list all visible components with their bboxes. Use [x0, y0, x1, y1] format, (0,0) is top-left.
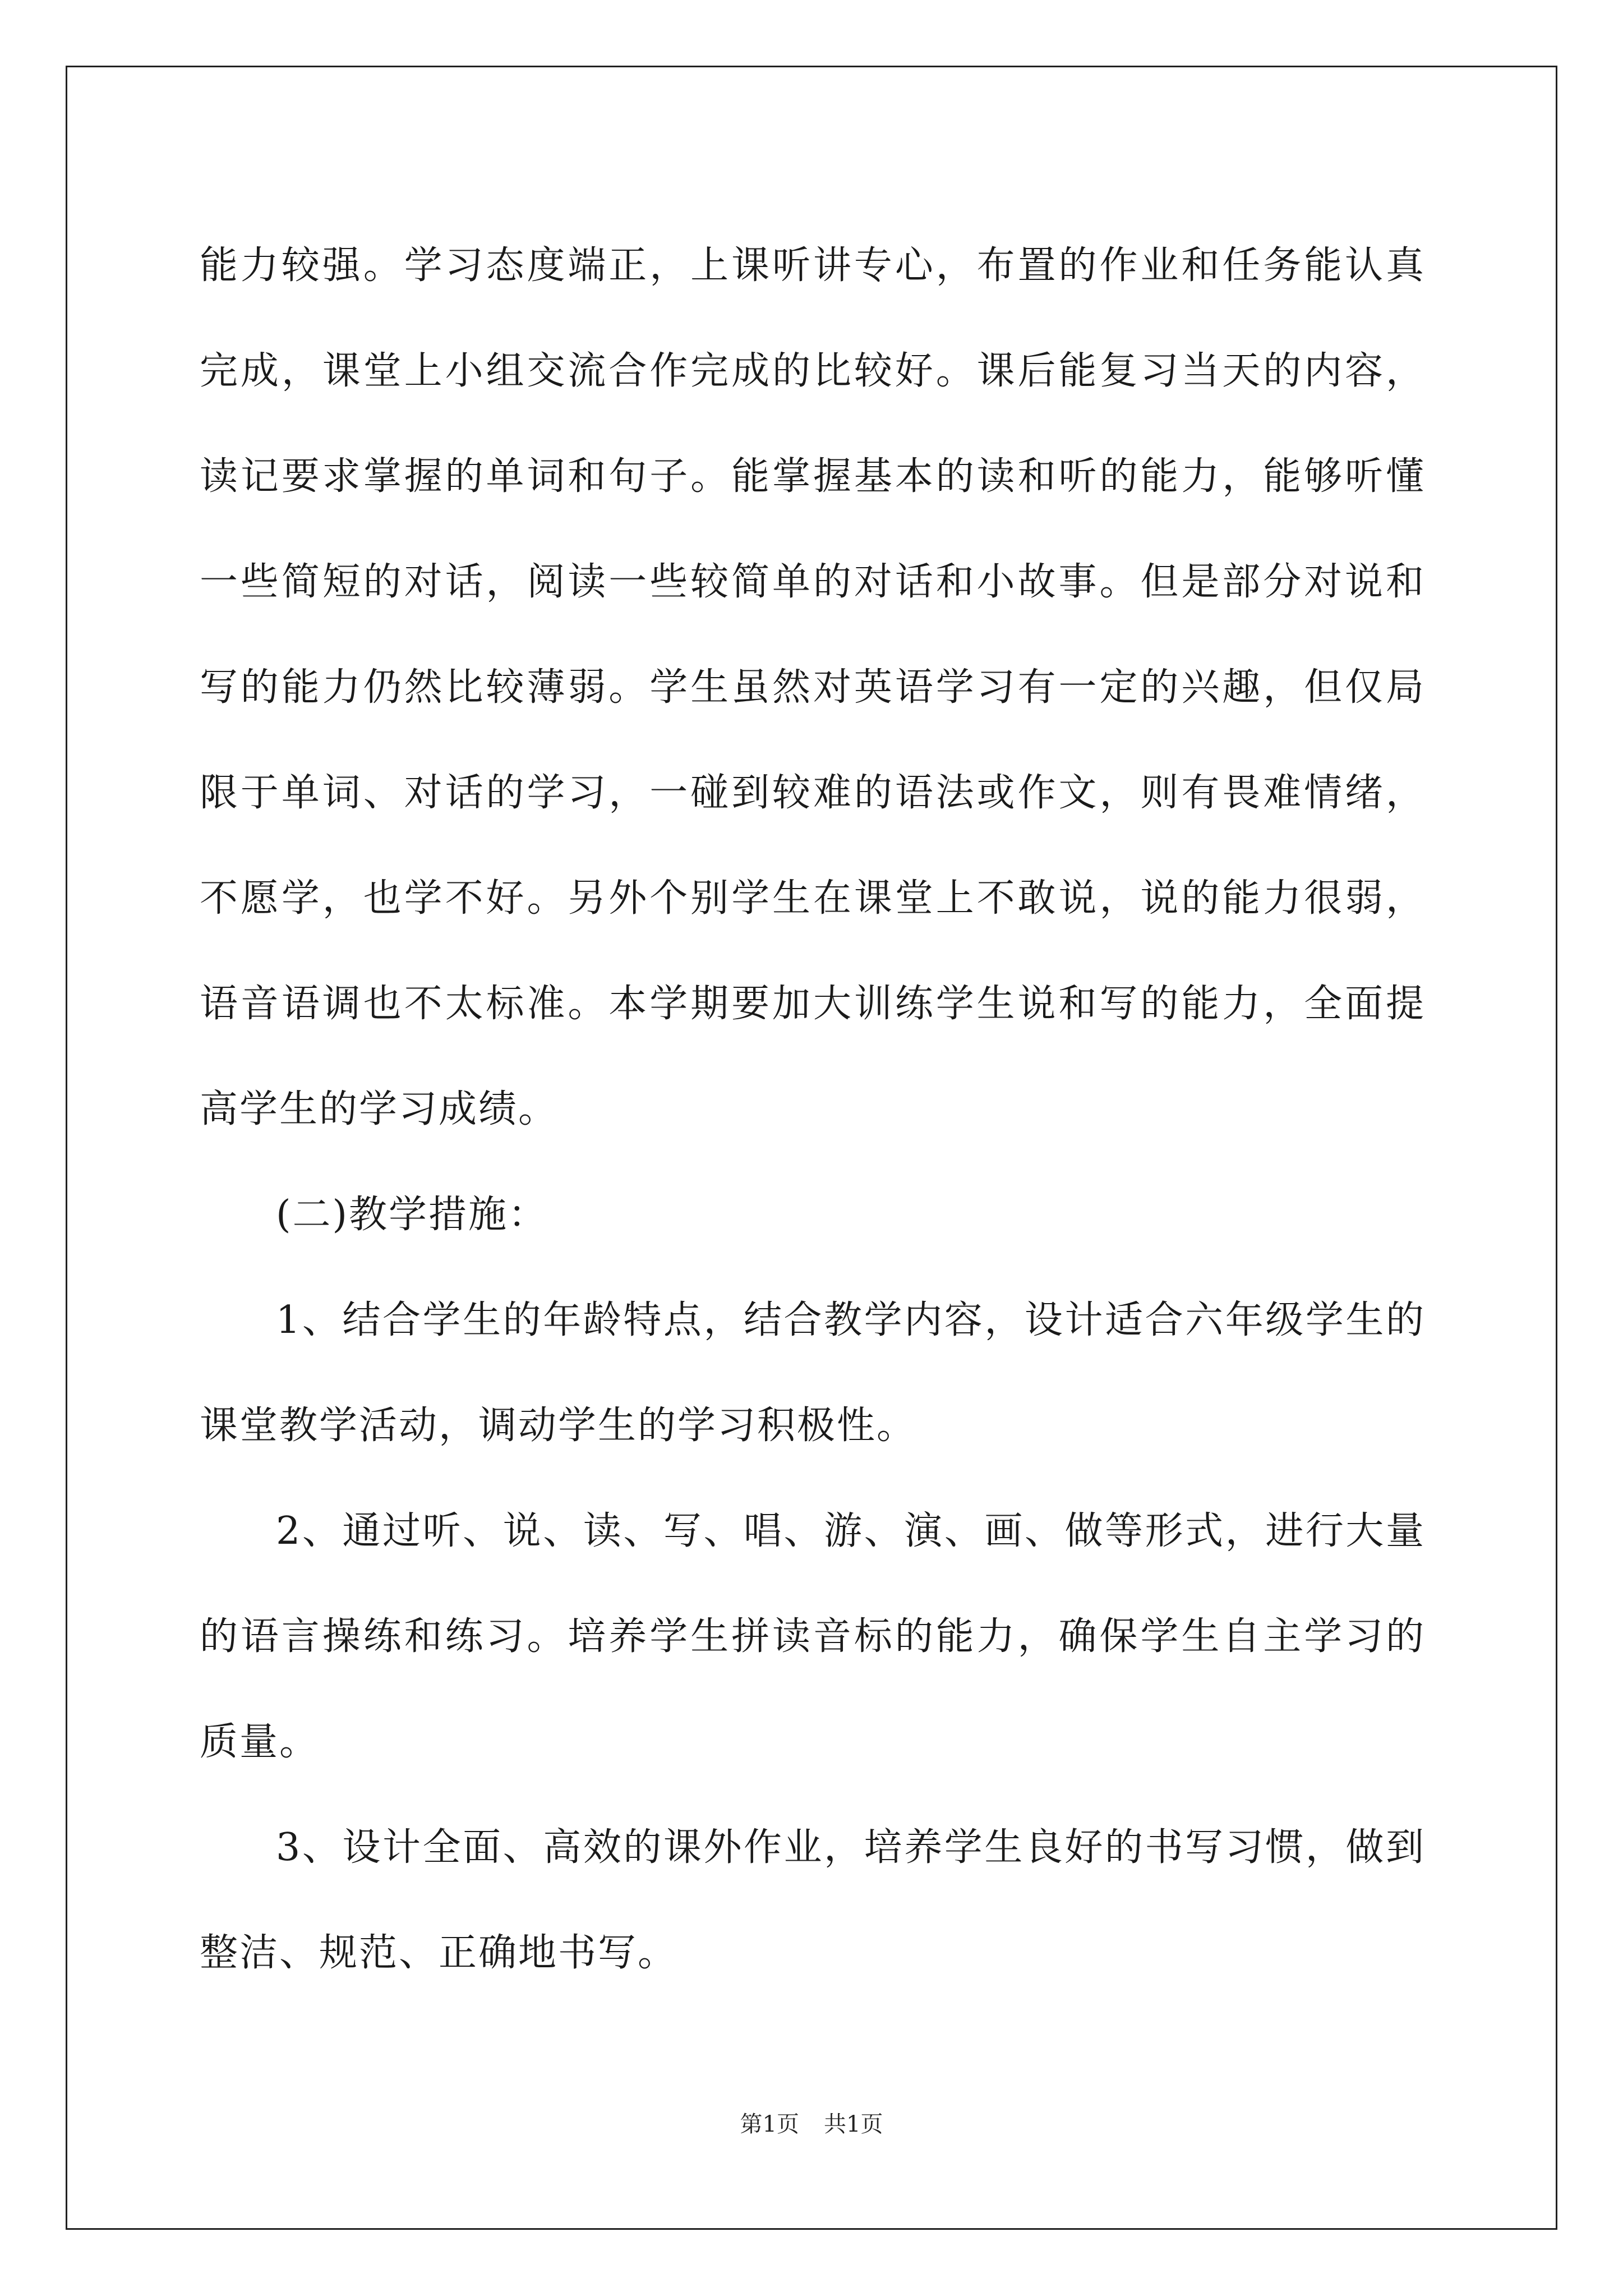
section-heading-teaching-measures: (二)教学措施：	[276, 1193, 548, 1237]
paragraph-student-analysis: 能力较强。学习态度端正，上课听讲专心，布置的作业和任务能认真完成，课堂上小组交流合作完成的比较好。课后能复习当天的内容，读记要求掌握的单词和句子。能掌握基本的读和听的能力，能够听懂一些简短的对话，阅读一些较简单的对话和小故事。但是部分对说和写的能力仍然比较薄弱。学生虽然对英语学习有一定的兴趣，但仅局限于单词、对话的学习，一碰到较难的语法或作文，则有畏难情绪，不愿学，也学不好。另外个别学生在课堂上不敢说，说的能力很弱，语音语调也不太标准。本学期要加大训练学生说和写的能力，全面提高学生的学习成绩。	[200, 243, 1426, 1131]
page-number: 第1页	[740, 2111, 799, 2137]
measure-item-1: 1、结合学生的年龄特点，结合教学内容，设计适合六年级学生的课堂教学活动，调动学生的学习积极性。	[200, 1298, 1426, 1448]
page-footer	[0, 2106, 1623, 2138]
document-body	[200, 213, 1426, 2006]
page-total: 共1页	[824, 2111, 883, 2137]
measure-item-3: 3、设计全面、高效的课外作业，培养学生良好的书写习惯，做到整洁、规范、正确地书写。	[200, 1825, 1426, 1975]
measure-item-2: 2、通过听、说、读、写、唱、游、演、画、做等形式，进行大量的语言操练和练习。培养学生拼读音标的能力，确保学生自主学习的质量。	[200, 1509, 1426, 1764]
